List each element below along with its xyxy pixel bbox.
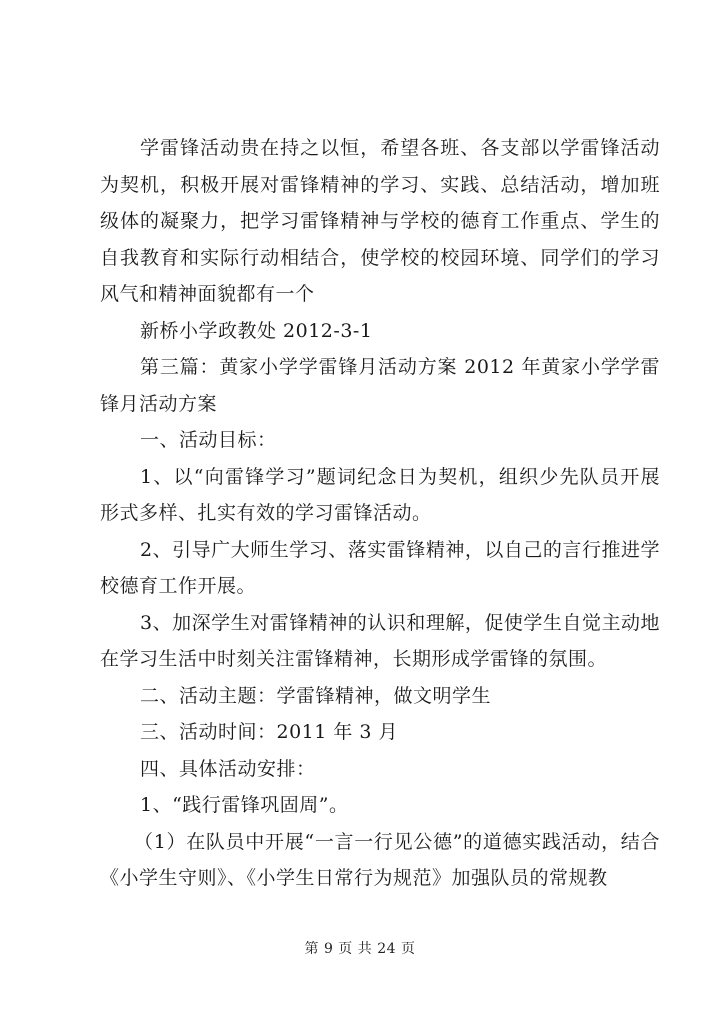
goal-item-2: 2、引导广大师生学习、落实雷锋精神，以自己的言行推进学校德育工作开展。 [100,538,660,597]
heading-theme: 二、活动主题：学雷锋精神，做文明学生 [140,684,492,707]
page-number-footer: 第 9 页 共 24 页 [304,941,416,957]
goal-item-1: 1、以“向雷锋学习”题词纪念日为契机，组织少先队员开展形式多样、扎实有效的学习雷锋活动。 [100,465,660,524]
heading-goals: 一、活动目标： [140,429,277,451]
heading-arrangement: 四、具体活动安排： [140,757,316,780]
goal-item-3: 3、加深学生对雷锋精神的认识和理解，促使学生自觉主动地在学习生活中时刻关注雷锋精神，长期形成学雷锋的氛围。 [100,611,660,670]
paragraph-closing-summary: 学雷锋活动贵在持之以恒，希望各班、各支部以学雷锋活动为契机，积极开展对雷锋精神的学习、实践、总结活动，增加班级体的凝聚力，把学习雷锋精神与学校的德育工作重点、学生的自我教育和实际行动相结合，使学校的校园环境、同学们的学习风气和精神面貌都有一个 [100,137,660,305]
section-heading: 第三篇：黄家小学学雷锋月活动方案 2012 年黄家小学学雷锋月活动方案 [100,356,660,415]
arrangement-subitem-1: （1）在队员中开展“一言一行见公德”的道德实践活动，结合《小学生守则》、《小学生日常行为规范》加强队员的常规教 [100,830,660,889]
document-body [100,130,660,897]
heading-time: 三、活动时间：2011 年 3 月 [140,721,399,743]
arrangement-item-1: 1、“践行雷锋巩固周”。 [140,794,349,816]
paragraph-signature: 新桥小学政教处 2012-3-1 [140,319,373,342]
